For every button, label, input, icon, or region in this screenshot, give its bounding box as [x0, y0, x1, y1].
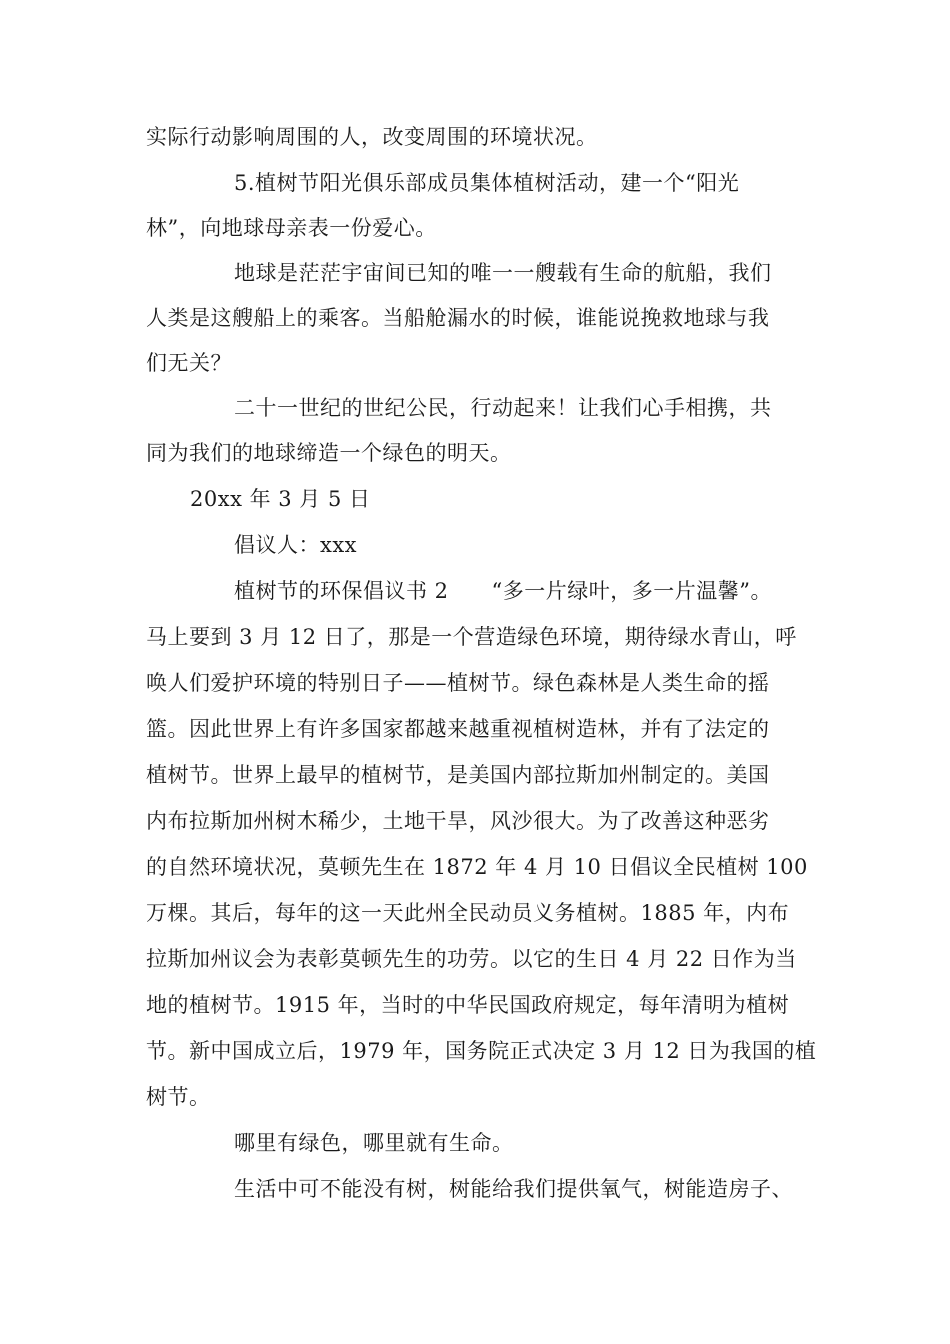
text-line: 拉斯加州议会为表彰莫顿先生的功劳。以它的生日 4 月 22 日作为当 — [146, 947, 797, 971]
date-line: 20xx 年 3 月 5 日 — [190, 487, 371, 511]
text-line: 同为我们的地球缔造一个绿色的明天。 — [146, 441, 512, 465]
section-title-line: 植树节的环保倡议书 2 “多一片绿叶，多一片温馨”。 — [234, 579, 773, 603]
text-line: 万棵。其后，每年的这一天此州全民动员义务植树。1885 年，内布 — [146, 901, 790, 925]
text-line: 篮。因此世界上有许多国家都越来越重视植树造林，并有了法定的 — [146, 717, 770, 741]
text-line: 们无关？ — [146, 351, 232, 375]
text-line: 树节。 — [146, 1085, 211, 1109]
text-line: 内布拉斯加州树木稀少，土地干旱，风沙很大。为了改善这种恶劣 — [146, 809, 770, 833]
text-line: 地球是茫茫宇宙间已知的唯一一艘载有生命的航船，我们 — [234, 261, 772, 285]
text-line: 的自然环境状况，莫顿先生在 1872 年 4 月 10 日倡议全民植树 100 — [146, 855, 808, 879]
text-line: 二十一世纪的世纪公民，行动起来！让我们心手相携，共 — [234, 396, 772, 420]
text-line: 人类是这艘船上的乘客。当船舱漏水的时候，谁能说挽救地球与我 — [146, 306, 770, 330]
text-line: 植树节。世界上最早的植树节，是美国内部拉斯加州制定的。美国 — [146, 763, 770, 787]
text-line: 节。新中国成立后，1979 年，国务院正式决定 3 月 12 日为我国的植 — [146, 1039, 817, 1063]
text-line: 林”，向地球母亲表一份爱心。 — [146, 216, 437, 240]
text-line: 唤人们爱护环境的特别日子——植树节。绿色森林是人类生命的摇 — [146, 671, 770, 695]
text-line: 实际行动影响周围的人，改变周围的环境状况。 — [146, 125, 598, 149]
signer-line: 倡议人：xxx — [234, 533, 358, 557]
text-line: 哪里有绿色，哪里就有生命。 — [234, 1131, 514, 1155]
text-line: 地的植树节。1915 年，当时的中华民国政府规定，每年清明为植树 — [146, 993, 790, 1017]
text-line: 生活中可不能没有树，树能给我们提供氧气，树能造房子、 — [234, 1177, 793, 1201]
text-line: 马上要到 3 月 12 日了，那是一个营造绿色环境，期待绿水青山，呼 — [146, 625, 797, 649]
text-line: 5.植树节阳光俱乐部成员集体植树活动，建一个“阳光 — [234, 171, 740, 195]
